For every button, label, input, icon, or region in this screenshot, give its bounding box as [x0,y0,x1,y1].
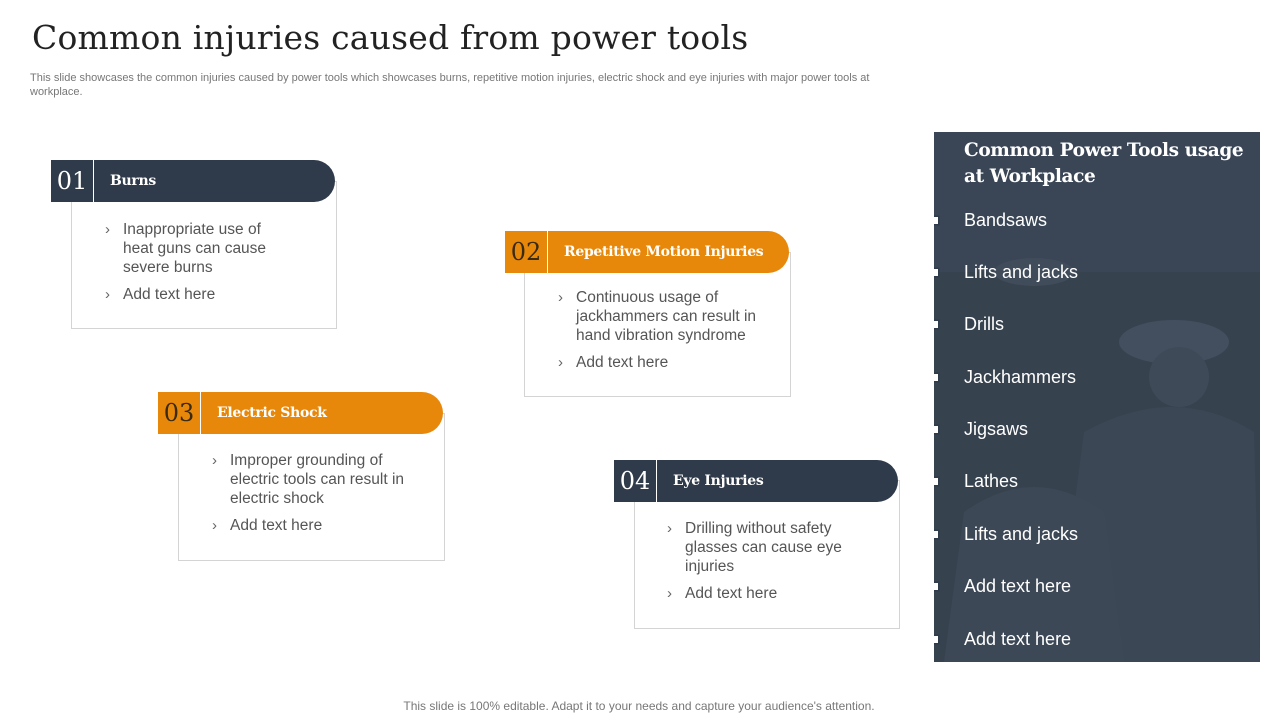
square-bullet-icon [934,636,938,643]
card-title: Burns [110,173,156,189]
bullet-item: › Improper grounding of electric tools can result in electric shock [212,452,405,507]
square-bullet-icon [934,478,938,485]
card-header [614,460,898,502]
chevron-right-icon: › [212,517,217,534]
square-bullet-icon [934,583,938,590]
square-bullet-icon [934,217,938,224]
card-title: Electric Shock [217,405,327,421]
bullet-item: › Inappropriate use of heat guns can cause severe burns [105,221,267,276]
panel-title: Common Power Tools usage at Workplace [964,140,1244,187]
bullet-item: › Add text here [558,354,669,371]
square-bullet-icon [934,426,938,433]
tool-item: Jigsaws [934,417,1260,441]
power-tools-panel [934,132,1260,662]
card-title: Repetitive Motion Injuries [564,244,764,260]
bullet-item: › Add text here [105,286,216,303]
chevron-right-icon: › [105,286,110,303]
chevron-right-icon: › [667,520,672,537]
square-bullet-icon [934,374,938,381]
card-bullets [558,288,768,380]
tool-item: Add text here [934,627,1260,651]
card-header [158,392,443,434]
card-header [505,231,789,273]
tool-item: Lifts and jacks [934,522,1260,546]
card-number: 02 [505,231,548,273]
chevron-right-icon: › [558,289,563,306]
card-bullets [212,451,417,543]
card-title: Eye Injuries [673,473,764,489]
card-number: 04 [614,460,657,502]
bullet-item: › Continuous usage of jackhammers can result in hand vibration syndrome [558,289,757,344]
bullet-item: › Add text here [212,517,323,534]
bullet-item: › Add text here [667,585,778,602]
square-bullet-icon [934,269,938,276]
tool-item: Add text here [934,574,1260,598]
tool-item: Lifts and jacks [934,260,1260,284]
footer-note: This slide is 100% editable. Adapt it to your needs and capture your audience's attention. [403,699,875,713]
chevron-right-icon: › [558,354,563,371]
tool-item: Lathes [934,469,1260,493]
slide-subtitle: This slide showcases the common injuries caused by power tools which showcases burns, repetitive motion injuries, electric shock and eye injuries with major power tools at workplace. [30,72,870,98]
card-number: 03 [158,392,201,434]
card-number: 01 [51,160,94,202]
square-bullet-icon [934,321,938,328]
chevron-right-icon: › [105,221,110,238]
card-header [51,160,335,202]
tool-item: Bandsaws [934,208,1260,232]
card-bullets [105,220,285,312]
bullet-item: › Drilling without safety glasses can cause eye injuries [667,520,842,575]
tool-item: Jackhammers [934,365,1260,389]
card-bullets [667,519,847,611]
square-bullet-icon [934,531,938,538]
chevron-right-icon: › [667,585,672,602]
tool-item: Drills [934,312,1260,336]
slide-title: Common injuries caused from power tools [32,18,749,57]
chevron-right-icon: › [212,452,217,469]
